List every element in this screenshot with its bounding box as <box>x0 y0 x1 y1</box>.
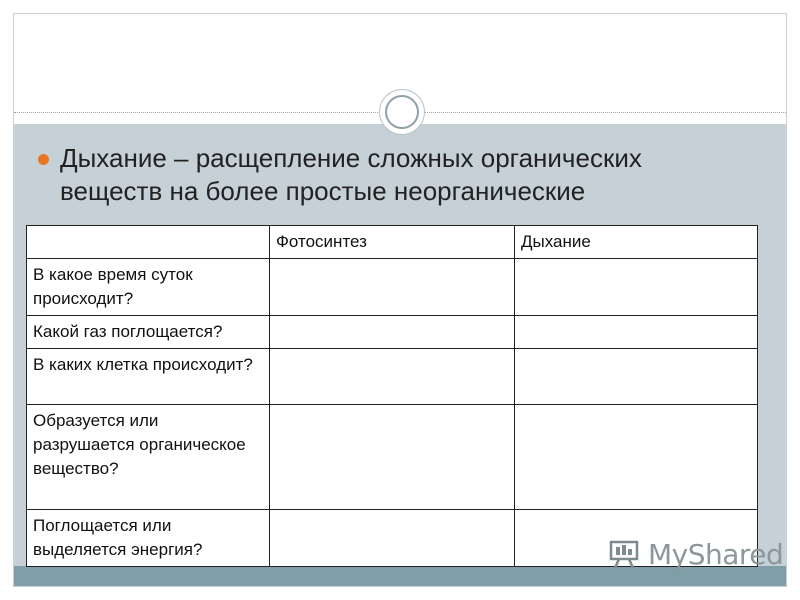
ring-ornament-icon <box>379 89 425 135</box>
respiration-cell <box>515 316 758 349</box>
slide-heading <box>60 142 760 208</box>
table-row <box>27 349 758 405</box>
table-row <box>27 405 758 510</box>
presentation-board-icon <box>608 536 642 570</box>
ring-inner <box>385 95 419 129</box>
myshared-watermark <box>608 536 784 572</box>
slide <box>13 13 787 587</box>
respiration-cell <box>515 405 758 510</box>
comparison-table <box>26 225 758 567</box>
header-cell-respiration: Дыхание <box>515 226 758 259</box>
table-header-row <box>27 226 758 259</box>
table-row <box>27 259 758 316</box>
bullet-icon <box>38 154 49 165</box>
respiration-cell <box>515 259 758 316</box>
photosynthesis-cell <box>270 510 515 567</box>
photosynthesis-cell <box>270 405 515 510</box>
photosynthesis-cell <box>270 316 515 349</box>
question-cell: Какой газ поглощается? <box>27 316 270 349</box>
watermark-text: MyShared <box>648 538 784 571</box>
photosynthesis-cell <box>270 259 515 316</box>
header-cell-photosynthesis: Фотосинтез <box>270 226 515 259</box>
respiration-cell <box>515 349 758 405</box>
question-cell: В какое время суток происходит? <box>27 259 270 316</box>
table-row <box>27 316 758 349</box>
question-cell: В каких клетка происходит? <box>27 349 270 405</box>
header-cell-empty <box>27 226 270 259</box>
question-cell: Образуется или разрушается органическое вещество? <box>27 405 270 510</box>
heading-line-2: веществ на более простые неорганические <box>60 176 586 206</box>
heading-line-1: Дыхание – расщепление сложных органических <box>60 143 642 173</box>
photosynthesis-cell <box>270 349 515 405</box>
question-cell: Поглощается или выделяется энергия? <box>27 510 270 567</box>
